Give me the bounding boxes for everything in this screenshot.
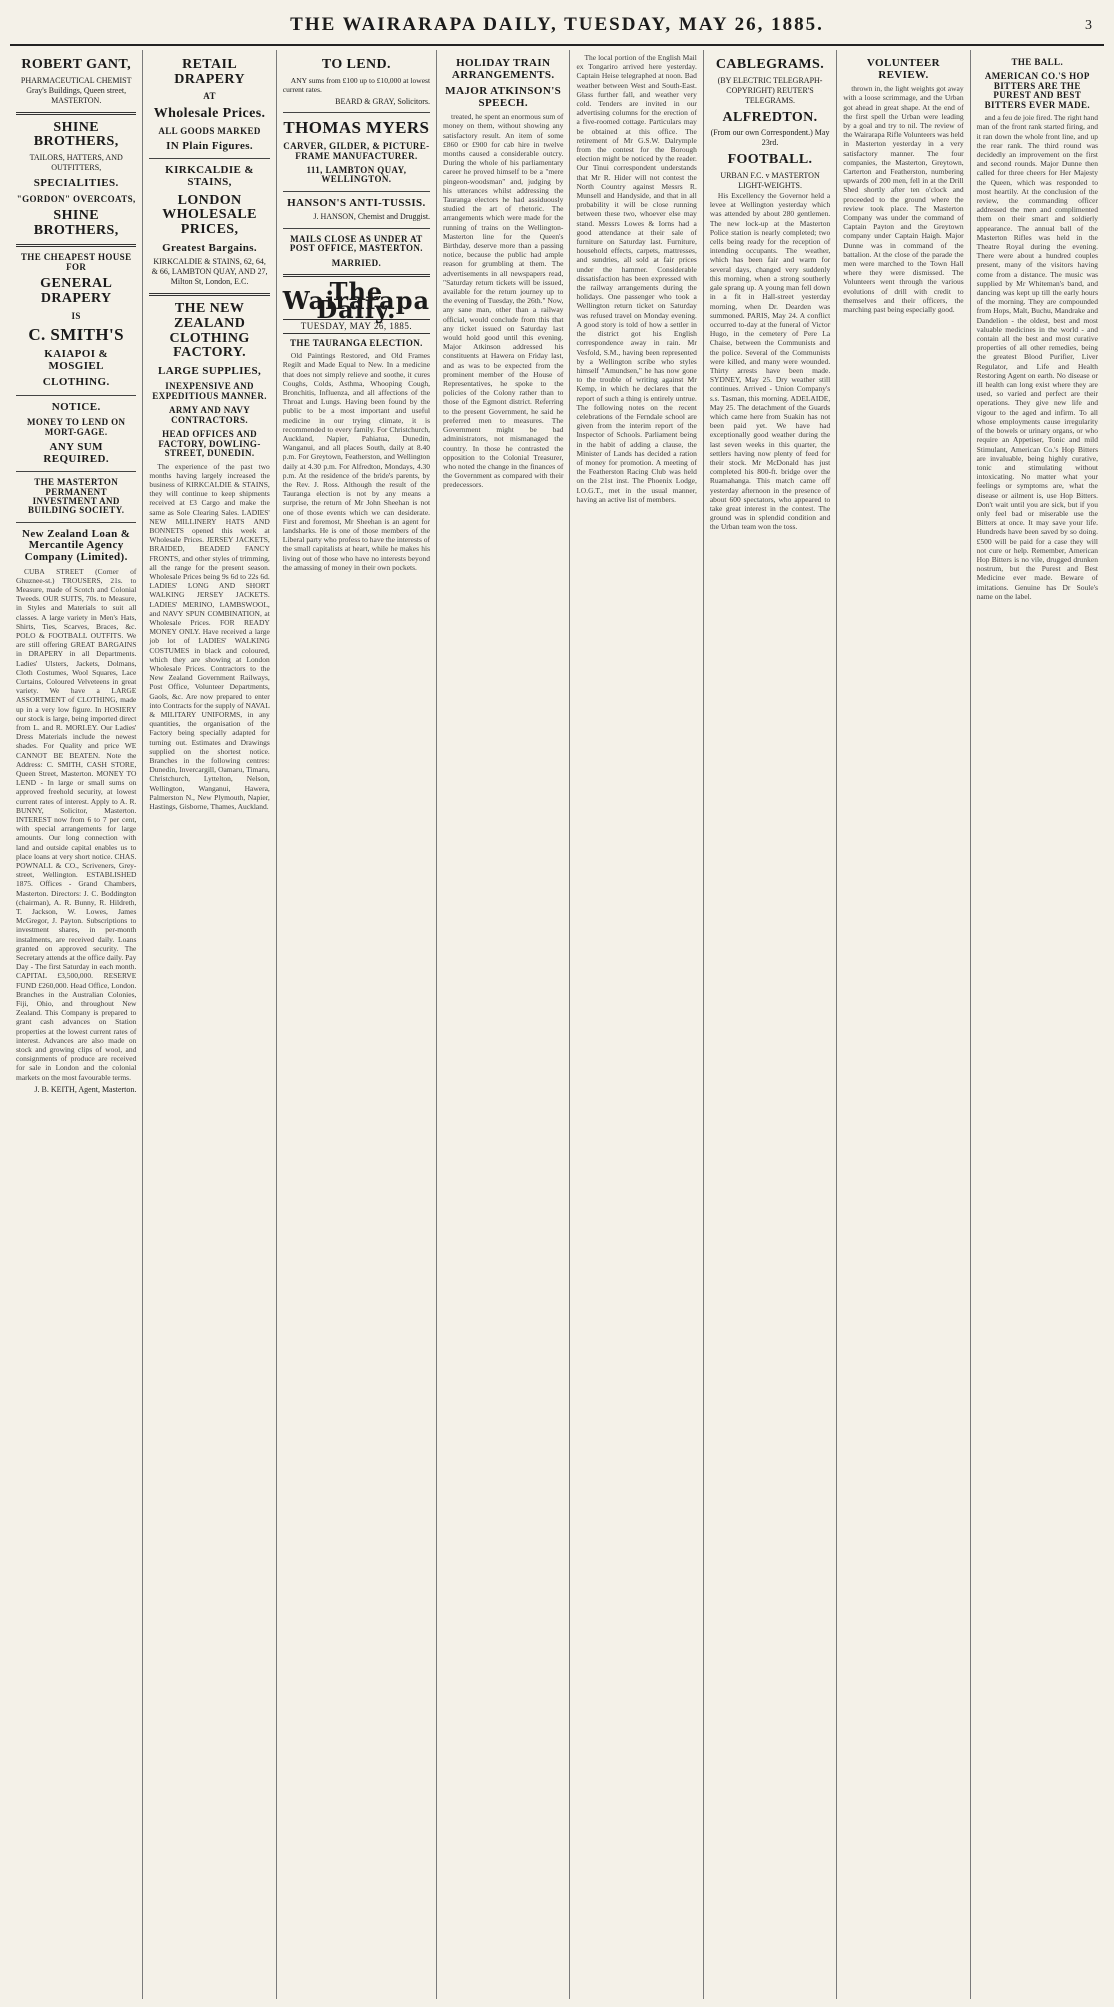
page-number: 3 — [1085, 18, 1092, 33]
ad-heading: SHINE BROTHERS, — [33, 119, 119, 150]
ad-heading: THE CHEAPEST HOUSE FOR — [20, 252, 132, 272]
ad-heading: 111, LAMBTON QUAY, WELLINGTON. — [306, 165, 407, 185]
column-2 — [143, 50, 276, 1999]
article-subheading: (From our own Correspondent.) May 23rd. — [710, 128, 830, 148]
column-6 — [704, 50, 837, 1999]
signature: J. B. KEITH, Agent, Masterton. — [34, 1084, 137, 1094]
ad-heading: ARMY AND NAVY CONTRACTORS. — [168, 405, 251, 425]
ad-heading: ANY SUM REQUIRED. — [43, 441, 110, 465]
ad-heading: KIRKCALDIE & STAINS, — [165, 164, 254, 189]
ad-subheading: TAILORS, HATTERS, AND OUTFITTERS, — [29, 153, 123, 173]
ad-heading: AT — [203, 91, 216, 102]
column-3 — [277, 50, 437, 1999]
body-text: CUBA STREET (Corner of Ghuznee-st.) TROUSERS, 21s. to Measure, made of Scotch and Colonial Tweeds. OUR SUITS, 70s. to Measure, in Styles and Materials to suit all classes. A large variety in Men's Hats, Shirts, Ties, Scarves, Braces, &c. POLO & FOOTBALL OUTFITS. We are still offering GREAT BARGAINS in DRAPERY in all Departments. Ladies' Ulsters, Jackets, Dolmans, Cloth Costumes, Wool Squares, Lace Curtains, Coloured Velveteens in great variety. We have a LARGE ASSORTMENT of CLOTHING, made up in a very low figure. In HOSIERY our stock is large, being imported direct from L. and R. MORLEY. Our Ladies' Dress Materials include the newest shades. For Quality and price WE CANNOT BE BEATEN. Note the Address: C. SMITH, CASH STORE, Queen Street, Masterton. MONEY TO LEND - In large or small sums on approved freehold security, at lowest current rates of interest. Apply to A. R. BUNNY, Solicitor, Masterton. INTEREST now from 6 to 7 per cent, with special arrangements for large amounts. Our long connection with land and outside capital enables us to place loans at very short notice. CHAS. POWNALL & CO., Scriveners, Grey-street, Wellington. ESTABLISHED 1875. Offices - Grand Chambers, Masterton. Directors: J. C. Boddington (chairman), A. R. Bunny, R. Hildreth, T. Jackson, W. Lowes, James McGregor, J. Payton. Subscriptions to investment shares, in per-month instalments, are received daily. Loans granted on approved security. The Secretary attends at the office daily. Pay Day - The first Saturday in each month. CAPITAL £3,500,000. RESERVE FUND £260,000. Head Office, London. Branches in the Australian Colonies, Fiji, Ohio, and throughout New Zealand. This Company is prepared to grant cash advances on Station properties at the lowest current rates of interest. Advances are also made on stock and growing clips of wool, and consignments of produce are received for sale in London and the colonial markets on the most favourable terms. — [16, 566, 137, 1082]
ad-town: MASTERTON. — [51, 95, 102, 105]
ad-heading: Greatest Bargains. — [162, 241, 258, 254]
ad-heading: THOMAS MYERS — [283, 118, 430, 138]
ad-heading: CARVER, GILDER, & PICTURE-FRAME MANUFACTURER. — [283, 141, 430, 161]
ad-heading: LARGE SUPPLIES, — [157, 364, 262, 377]
ad-heading: MONEY TO LEND ON MORT-GAGE. — [26, 417, 126, 437]
column-5 — [570, 50, 703, 1999]
ad-heading: THE MASTERTON PERMANENT INVESTMENT AND BUILDING SOCIETY. — [27, 477, 125, 516]
ad-heading: AMERICAN CO.'S HOP BITTERS ARE THE PUREST AND BEST BITTERS EVER MADE. — [984, 71, 1091, 110]
body-text: The experience of the past two months having largely increased the business of KIRKCALDIE & STAINS, they will continue to keep shipments received at £3 Cargo and make the same as Sole Clearing Sales. LADIES' NEW MILLINERY HATS AND BONNETS opened this week at Wholesale Prices. JERSEY JACKETS, BRAIDED, BEADED FANCY FRONTS, and other styles of trimming, all the range for the present season. Wholesale Prices being 9s 6d to 22s 6d. LADIES' LONG AND SHORT WALKING JERSEY JACKETS. LADIES' MERINO, LAMBSWOOL, and NAVY SPUN COMBINATION, at Wholesale Prices. FOR READY MONEY ONLY. Have received a large job lot of LADIES' WALKING COSTUMES in black and coloured, which they are showing at London Wholesale Prices. Contractors to the New Zealand Government Railways, Post Office, Volunteer Departments, Gaols, &c. Are now prepared to enter into Contracts for the supply of NAVAL & MILITARY UNIFORMS, in any quantities, the organisation of the Factory being specially adapted for turning out. Estimates and Drawings supplied on the shortest notice. Branches in the following centres: Dunedin, Invercargill, Oamaru, Timaru, Christchurch, Lyttelton, Nelson, Wellington, Wanganui, Hawera, Palmerston N., New Plymouth, Napier, Hastings, Gisborne, Thames, Auckland. — [149, 461, 270, 812]
column-1 — [10, 50, 143, 1999]
ad-heading: THE NEW ZEALAND CLOTHING FACTORY. — [169, 301, 250, 361]
article-heading: THE BALL. — [1011, 57, 1064, 67]
ad-heading: IN Plain Figures. — [166, 139, 254, 152]
divider — [149, 158, 269, 159]
ad-heading: KAIAPOI & MOSGIEL — [44, 347, 109, 372]
divider — [283, 228, 430, 229]
ad-heading: INEXPENSIVE AND EXPEDITIOUS MANNER. — [152, 381, 267, 401]
ad-address: KIRKCALDIE & STAINS, 62, 64, & 66, LAMBTON QUAY, AND 27, Milton St, London, E.C. — [151, 257, 268, 287]
divider — [16, 112, 136, 115]
article-heading: CABLEGRAMS. — [715, 57, 825, 72]
ad-heading: LONDON WHOLESALE PRICES, — [162, 192, 257, 237]
body-text: The local portion of the English Mail ex Tongariro arrived here yesterday. Captain Heise telegraphed at noon. Bad weather between West and South-East. Glass further fall, and weather very cold. Tenders are invited in our advertising columns for the erection of a five-roomed cottage. Particulars may be obtained at this office. The retirement of Mr G.S.W. Dalrymple from the contest for the Borough election might be noticed by the reader. Our Tinui correspondent understands that Mr R. Hider will not contest the North Country against Messrs R. Munsell and Handyside, and that in all probability it will be close running between these two, whoever else may stand. Messrs Lowes & Iorns had a good attendance at their sale of furniture on Saturday last. Furniture, household effects, carpets, mattresses, and sundries, all sold at fair prices under the hammer. Considerable dissatisfaction has been expressed with the railway arrangements during the holidays. One passenger who took a Wellington return ticket on Saturday was refused travel on Monday evening. A good story is told of how a settler in the district got his English correspondence away in rain. Mr Vesfold, S.M., having been represented by a Wellington scribe who styles himself "Amundsen," he has now gone to the trouble of writing against Mr Kemp, in which he declares that the report of such a thing is entirely untrue. The following notes on the recent celebrations of the Ferndale school are given from the interim report of the Inspector of Schools. Parliament being in the habit of adding a clause, the Minister of Lands has decided a ration of money for promotion. A meeting of the Featherston Racing Club was held on the 21st inst. The Phoenix Lodge, I.O.G.T., met in the usual manner, having an active list of members. — [576, 53, 697, 504]
ad-heading: MAILS CLOSE AS UNDER AT POST OFFICE, MASTERTON. — [289, 233, 423, 254]
ad-address: Gray's Buildings, Queen street, — [26, 85, 127, 95]
body-text: thrown in, the light weights got away with a loose scrimmage, and the Urban got ahead in great shape. At the end of the first spell the Urban were leading by a goal and try to nil. The review of the Wairarapa Rifle Volunteers was held in Masterton yesterday in a very satisfactory manner. The four companies, the Masterton, Greytown, Carterton and Featherston, numbering upwards of 200 men, fell in at the Drill Shed shortly after ten o'clock and proceeded to the ground where the review took place. The Masterton Company was under the command of Captain Payton and the Greytown company under Captain Haigh. Major Dunne was in command of the battalion. At the close of the parade the men were marched to the Town Hall where they were dismissed. The Volunteers went through the various evolutions of drill with credit to themselves and their officers, the marching past being especially good. — [843, 84, 964, 314]
ad-subheading: PHARMACEUTICAL CHEMIST — [20, 75, 132, 85]
ad-heading: ROBERT GANT, — [21, 57, 131, 72]
article-subheading: URBAN F.C. v MASTERTON LIGHT-WEIGHTS. — [720, 171, 820, 191]
article-heading: MAJOR ATKINSON'S SPEECH. — [445, 85, 562, 109]
column-8 — [971, 50, 1104, 1999]
body-text: and a feu de joie fired. The right hand man of the front rank started firing, and it ran down the whole front line, and up the rear rank. The third round was decidedly an improvement on the first and second rounds. Major Dunne then called for three cheers for Her Majesty the Queen, which was responded to most heartily. At the conclusion of the review, the commanding officer addressed the men and complimented them on their smart and soldierly appearance. The annual ball of the Masterton Rifles was held in the Theatre Royal during the evening. There were about a hundred couples present, many of the visitors having come from a distance. The music was supplied by Mr Whiteman's band, and dancing was kept up till the early hours of the morning. They are compounded from Hops, Malt, Buchu, Mandrake and Dandelion - the oldest, best and most valuable medicines in the world - and contain all the best and most curative properties of all other remedies, being the greatest Blood Purifier, Liver Regulator, and Life and Health Restoring Agent on earth. No disease or ill health can long exist where they are used, so varied and perfect are their operations. They give new life and vigour to the aged and infirm. To all whose employments cause irregularity of the bowels or urinary organs, or who require an Appetiser, Tonic and mild Stimulant, American Co.'s Hop Bitters are invaluable, being highly curative, tonic and stimulating without intoxicating. No matter what your feelings or symptoms are, what the disease or ailment is, use Hop Bitters. Don't wait until you are sick, but if you only feel bad or miserable use the Bitters at once. It may save your life. Hundreds have been saved by so doing. £500 will be paid for a case they will not cure or help. Remember, American Hop Bitters is no vile, drugged drunken nostrum, but the Purest and Best Medicine ever made. Beware of imitations. Genuine has Dr Soule's name on the label. — [976, 113, 1098, 601]
ad-heading: HANSON'S ANTI-TUSSIS. — [287, 196, 426, 209]
article-heading: HOLIDAY TRAIN ARRANGEMENTS. — [451, 57, 555, 81]
ad-heading: C. SMITH'S — [28, 325, 125, 345]
article-heading: FOOTBALL. — [727, 152, 813, 168]
divider — [283, 112, 430, 113]
article-heading: THE TAURANGA ELECTION. — [290, 337, 423, 348]
dateline: TUESDAY, MAY 26, 1885. — [283, 319, 430, 334]
signature: J. HANSON, Chemist and Druggist. — [313, 212, 431, 222]
ad-heading: ALL GOODS MARKED — [158, 125, 261, 136]
ad-heading: HEAD OFFICES AND FACTORY, DOWLING-STREET, DUNEDIN. — [158, 429, 261, 459]
divider — [16, 244, 136, 247]
masthead-title: THE WAIRARAPA DAILY, TUESDAY, MAY 26, 1885. — [290, 14, 824, 35]
ad-heading: GENERAL DRAPERY — [40, 276, 113, 306]
divider — [149, 293, 269, 296]
newspaper-logo: The Wairarapa Daily. — [282, 276, 431, 325]
article-heading: ALFREDTON. — [722, 109, 818, 125]
ad-heading: "GORDON" OVERCOATS, — [16, 193, 136, 204]
columns — [10, 50, 1104, 1999]
ad-heading: New Zealand Loan & Mercantile Agency Company (Limited). — [22, 527, 131, 563]
divider — [283, 191, 430, 192]
body-text: His Excellency the Governor held a levee at Wellington yesterday which was attended by about 280 gentlemen. The new lock-up at the Masterton Police station is nearly completed; two cells being ready for the reception of intending occupants. The weather, which has been fair and warm for several days, changed very suddenly this morning, when a strong southerly gale sprang up. A young man fell down in a fit in Hall-street yesterday morning, when Dr. Dearden was summoned. PARIS, May 24. A conflict occurred to-day at the funeral of Victor Hugo, in the cemetery of Pere La Chaise, between the Communists and the police. Several of the Communists were killed, and many were wounded. Thirty arrests have been made. SYDNEY, May 25. Dry weather still continues. Arrived - Union Company's s.s. Tasman, this morning. ADELAIDE, May 25. The detachment of the Guards which came here from Suakin has not been paid yet. We have had exceptionally good weather during the last seven weeks in this quarter, the settlers having now plenty of feed for their stock. Mr McDonald has just completed his 800-ft. bridge over the Ruamahanga. This match came off yesterday afternoon in the presence of about 600 spectators, who appeared to take great interest in the contest. The ground was in splendid condition and the Urban team won the toss. — [709, 191, 831, 532]
ad-heading: SHINE BROTHERS, — [33, 208, 119, 238]
body-text: Old Paintings Restored, and Old Frames Regilt and Made Equal to New. In a medicine that does not simply relieve and soothe, it cures Coughs, Colds, Asthma, Whooping Cough, Bronchitis, Influenza, and all affections of the Throat and Lungs. Having been found by the public to be a most important and useful medicine in our trying climate, it is recommended to every family. For Christchurch, Auckland, Napier, Pahiatua, Dunedin, Wanganui, and all places South, daily at 8.40 p.m. For Greytown, Featherston, and Wellington daily at 4.30 p.m. For Alfredton, Mondays, 4.30 p.m. At the residence of the bride's parents, by the Rev. J. Ross. Although the result of the Tauranga election is not by any means a surprise, the return of Mr John Sheehan is not one of those events which we can desiderate. First and foremost, Mr Sheehan is an agent for landsharks. He is one of those members of the Liberal party who profess to have the interests of the small capitalists at heart, while he makes his living out of those who have no interests beyond the amassing of money in their own pockets. — [282, 351, 431, 572]
ad-heading: MARRIED. — [331, 257, 382, 268]
ad-heading: TO LEND. — [321, 57, 391, 72]
divider — [16, 471, 136, 472]
divider — [16, 522, 136, 523]
ad-text: ANY sums from £100 up to £10,000 at lowest current rates. — [282, 75, 431, 94]
ad-heading: Wholesale Prices. — [153, 105, 266, 121]
ad-heading: NOTICE. — [51, 400, 101, 413]
column-4 — [437, 50, 570, 1999]
article-heading: VOLUNTEER REVIEW. — [866, 57, 940, 81]
masthead — [10, 6, 1104, 46]
ad-heading: RETAIL DRAPERY — [174, 57, 245, 87]
body-text: treated, he spent an enormous sum of money on them, without showing any satisfactory result. An item of some £860 or £900 for cab hire in twelve months caused a considerable outcry. During the whole of his parliamentary career he proved himself to be a "mere pingeon-woodsman" and, judging by his utterances whilst addressing the Tauranga electors he had assiduously studied the art of rhetoric. The arrangements which were made for the running of trains on the Wellington-Masterton line for the Queen's Birthday, deserve more than a passing notice, because the public had ample reason for grumbling at them. The advertisements in all newspapers read, "Saturday return tickets will be issued, available for the return journey up to the evening of Tuesday, the 26th." Now, any sane man, other than a railway official, would conclude from this that any ticket issued on Saturday last would hold good until this evening. Major Atkinson addressed his constituents at Hawera on Friday last, and as was to be expected from the prominent member of the House of Representatives, he spoke to the policies of the Colony rather than to those of the Egmont district. Referring to the present Government, he said he preferred men to measures. The Government might be bad administrators, not mismanaged the country. In those he contrasted the opposition to the Colonial Treasurer, who noted the change in the finances of the Government as compared with their predecessors. — [443, 112, 564, 490]
article-subheading: (BY ELECTRIC TELEGRAPH-COPYRIGHT) REUTER'S TELEGRAMS. — [717, 75, 823, 105]
ad-heading: CLOTHING. — [42, 376, 110, 389]
signature: BEARD & GRAY, Solicitors. — [335, 97, 431, 107]
divider — [16, 395, 136, 396]
ad-heading: SPECIALITIES. — [33, 177, 119, 190]
column-7 — [837, 50, 970, 1999]
ad-heading: IS — [71, 310, 81, 321]
